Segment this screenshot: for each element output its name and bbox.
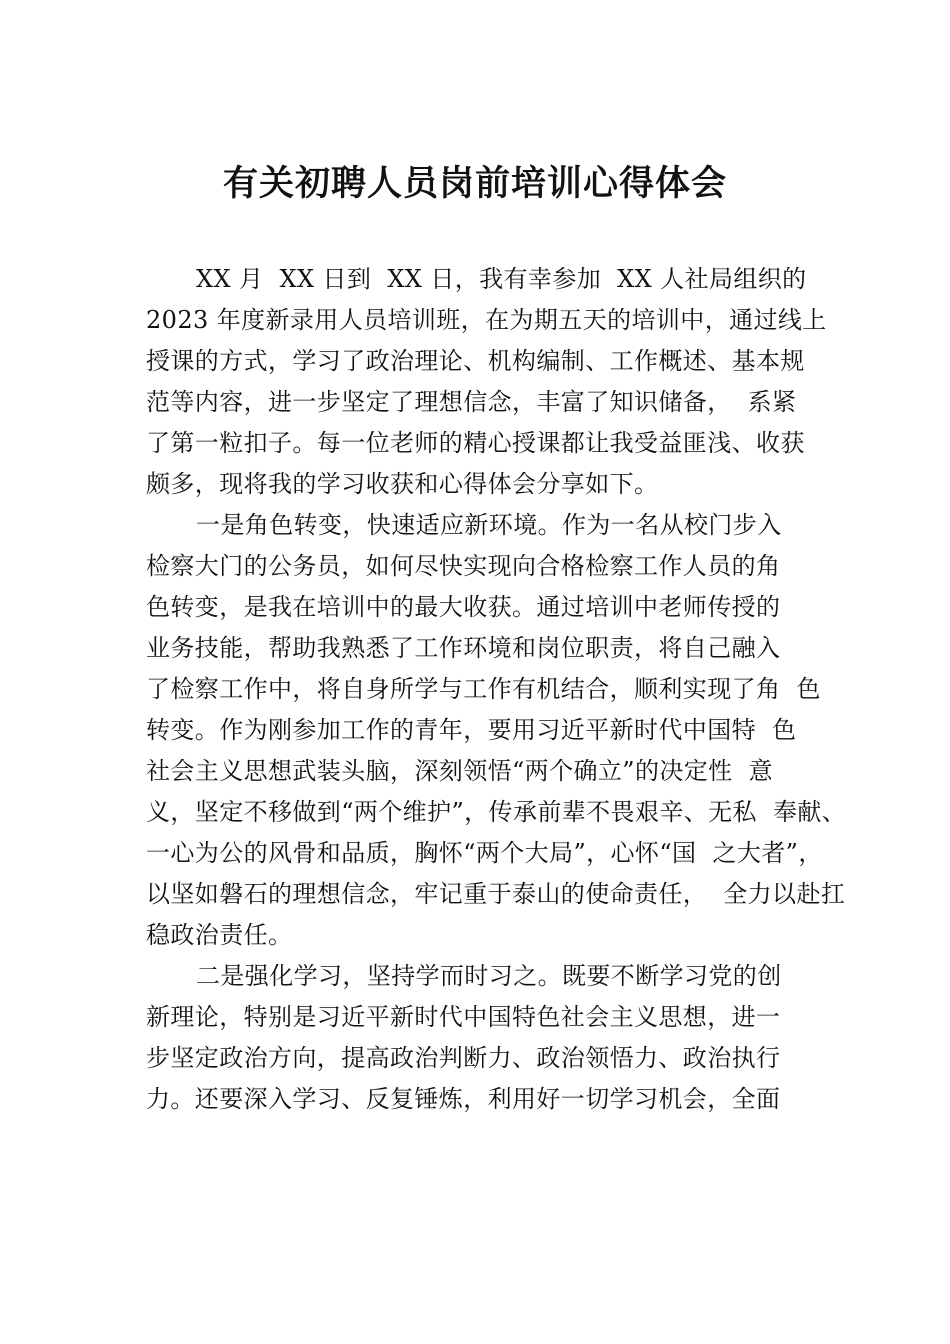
body-line: 色转变，是我在培训中的最大收获。通过培训中老师传授的 (146, 593, 781, 621)
body-line: 2023 年度新录用人员培训班，在为期五天的培训中，通过线上 (146, 306, 827, 334)
body-line: 新理论，特别是习近平新时代中国特色社会主义思想，进一 (146, 1003, 781, 1031)
document-title: 有关初聘人员岗前培训心得体会 (222, 163, 727, 204)
body-line: 了第一粒扣子。每一位老师的精心授课都让我受益匪浅、收获 (146, 429, 805, 457)
body-line: 以坚如磐石的理想信念，牢记重于泰山的使命责任， 全力以赴扛 (146, 880, 846, 908)
body-line: 力。还要深入学习、反复锤炼，利用好一切学习机会，全面 (146, 1085, 781, 1113)
body-line: 义，坚定不移做到“两个维护”，传承前辈不畏艰辛、无私 奉献、 (146, 798, 847, 826)
body-line: 社会主义思想武装头脑，深刻领悟“两个确立”的决定性 意 (146, 757, 773, 785)
body-line: 范等内容，进一步坚定了理想信念，丰富了知识储备， 系紧 (146, 388, 797, 416)
body-line: XX 月 XX 日到 XX 日，我有幸参加 XX 人社局组织的 (196, 265, 807, 293)
body-line: 授课的方式，学习了政治理论、机构编制、工作概述、基本规 (146, 347, 805, 375)
body-line: 了检察工作中，将自身所学与工作有机结合，顺利实现了角 色 (146, 675, 821, 703)
body-line: 一是角色转变，快速适应新环境。作为一名从校门步入 (196, 511, 782, 539)
body-line: 检察大门的公务员，如何尽快实现向合格检察工作人员的角 (146, 552, 781, 580)
body-line: 转变。作为刚参加工作的青年，要用习近平新时代中国特 色 (146, 716, 797, 744)
body-line: 步坚定政治方向，提高政治判断力、政治领悟力、政治执行 (146, 1044, 781, 1072)
document-body (146, 259, 846, 1120)
body-line: 颇多，现将我的学习收获和心得体会分享如下。 (146, 470, 659, 498)
body-line: 一心为公的风骨和品质，胸怀“两个大局”，心怀“国 之大者”， (146, 839, 823, 867)
body-line: 二是强化学习，坚持学而时习之。既要不断学习党的创 (196, 962, 782, 990)
body-line: 稳政治责任。 (146, 921, 293, 949)
body-line: 业务技能，帮助我熟悉了工作环境和岗位职责，将自己融入 (146, 634, 781, 662)
